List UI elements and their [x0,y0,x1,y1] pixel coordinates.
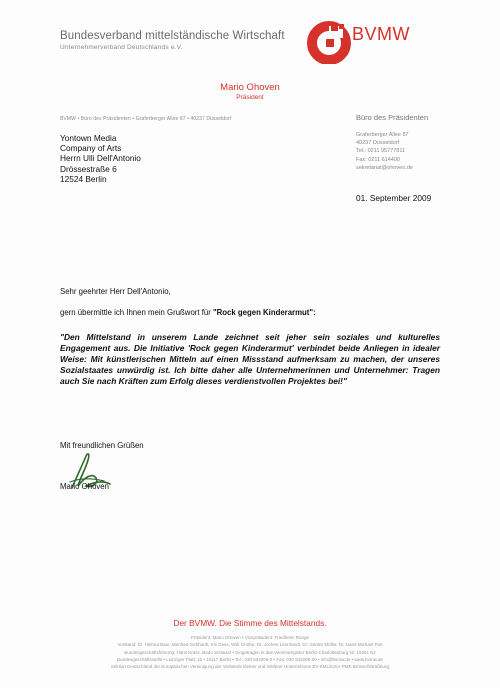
bvmw-logo-icon [306,18,352,64]
footer-slogan: Der BVMW. Die Stimme des Mittelstands. [173,618,327,628]
signer-name: Mario Ohoven [60,482,109,491]
office-line: sekretariat@ohoven.de [356,164,413,171]
president-role: Präsident [236,94,264,101]
sender-return-line: BVMW • Büro des Präsidenten • Graferberger Allee 87 • 40237 Düsseldorf [60,116,232,122]
president-name: Mario Ohoven [220,82,280,93]
footer-line: Präsident: Mario Ohoven • Vizepräsident: Friedhelm Runge [190,635,310,640]
address-line: Herrn Ulli Dell'Antonio [60,153,141,164]
recipient-address [60,133,141,184]
letter-date: 01. September 2009 [356,193,432,203]
footer-line: Bundesgeschäftsführung: Hans Kräss, Bodo Schwarz • Eingetragen in das Vereinsregister Berlin-Charlottenburg Nr. 19361 Nz [124,649,376,655]
office-title: Büro des Präsidenten [356,113,429,122]
intro-sentence [60,308,316,317]
address-line: Yontown Media [60,133,117,143]
office-line: 40237 Düsseldorf [356,140,400,147]
address-line: 12524 Berlin [60,173,107,184]
logo-text: BVMW [352,24,410,44]
office-line: Tel.: 0211 95777811 [356,148,406,155]
office-contact-block [356,131,413,172]
office-line: Graferberger Allee 87 [356,132,409,138]
closing: Mit freundlichen Grüßen [60,441,144,450]
intro-text: gern übermittle ich Ihnen mein Grußwort für [60,308,213,317]
intro-bold-title: "Rock gegen Kinderarmut": [212,308,316,317]
org-subtitle: Unternehmerverband Deutschlands e.V. [60,44,183,51]
address-line: Company of Arts [60,143,122,154]
org-name: Bundesverband mittelständische Wirtschaft [60,30,285,42]
footer-line: Vorstand: Dr. Helmut Baur, Manfred Gebhardt, Iris Gess, Willi Grothe, Dr. Jochen Leonhardt, Dr. Günter Müller, Dr. Hans-Michael Pott [117,642,383,648]
salutation: Sehr geehrter Herr Dell'Antonio, [60,287,171,296]
office-line: Fax: 0211 614400 [356,156,400,163]
footer-legal-block [0,634,500,670]
address-line: Drössestraße 6 [60,163,117,174]
footer-line: Sektion Deutschland der Europäischen Vereinigung der Verbände kleiner und mittlerer Unternehmen EV-KMU/CEA-PME Brüssel/Straßburg [110,664,390,670]
footer-line: Bundesgeschäftsstelle • Leipziger Platz 15 • 10117 Berlin • Tel.: 030 533206-0 • Fax: 030 533206-50 • info@bvmw.de • www.bvmw.de [117,656,383,662]
quote-paragraph: "Den Mittelstand in unserem Lande zeichnet seit jeher sein soziales und kulturelles Engagement aus. Die Initiative 'Rock gegen Kinderarmut' verbindet beide Anliegen in idealer Weise: Mit künstlerischen Mitteln auf einen Missstand aufmerksam zu machen, der unseres Sozialstaates unwürdig ist. Ich bitte daher alle Unternehmerinnen und Unternehmer: Tragen auch Sie nach Kräften zum Erfolg dieses verdienstvollen Projektes bei!" [60,332,440,386]
